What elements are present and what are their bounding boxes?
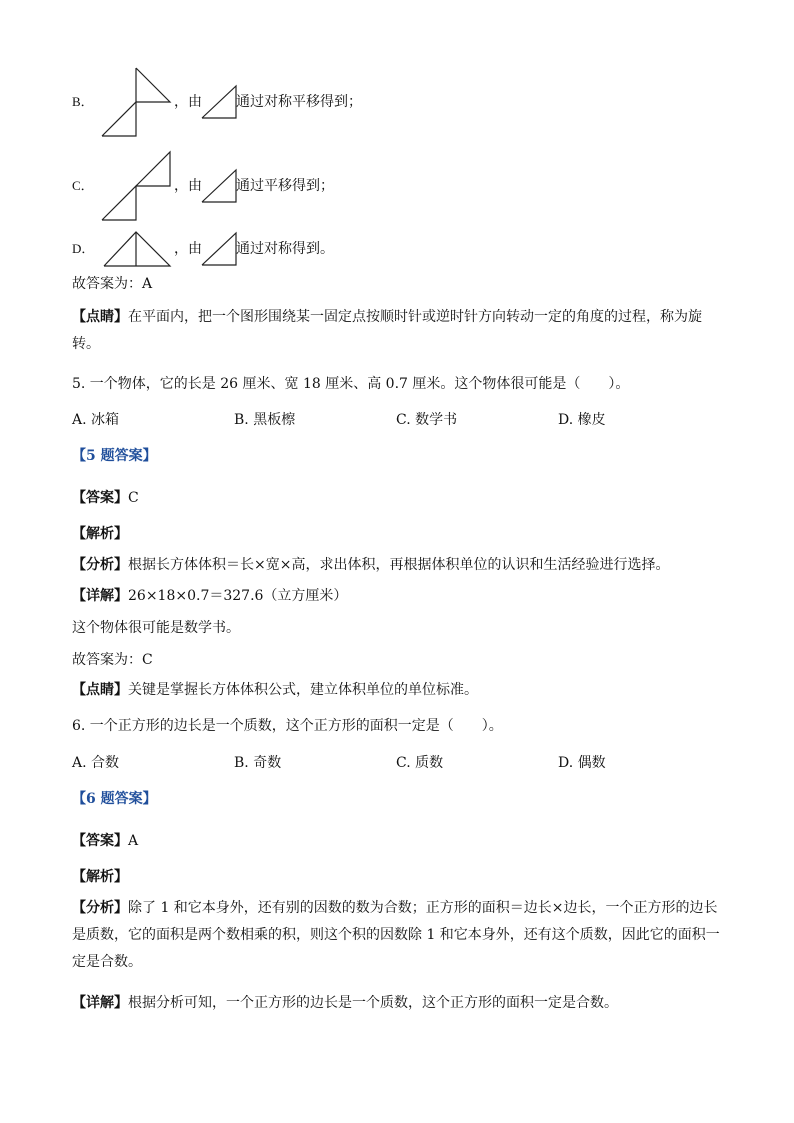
option-d-small-triangle [200, 231, 238, 267]
q4-dianjing-tag: 【点睛】 [72, 309, 128, 325]
q5-choice-d: D. 橡皮 [558, 412, 606, 428]
q6-xiangjie-tag: 【详解】 [72, 995, 128, 1011]
q5-xiangjie-text: 26×18×0.7＝327.6（立方厘米） [128, 588, 348, 604]
q5-xiangjie [72, 586, 347, 606]
option-b-small-triangle [200, 84, 238, 120]
q5-line2: 这个物体很可能是数学书。 [72, 620, 240, 636]
option-d-figure [102, 230, 174, 268]
q5-answer-heading: 【5 题答案】 [72, 448, 157, 464]
option-d-mid: ，由 [174, 241, 202, 257]
q5-dianjing-text: 关键是掌握长方体体积公式，建立体积单位的单位标准。 [128, 682, 478, 698]
q6-answer-heading: 【6 题答案】 [72, 791, 157, 807]
q6-fenxi-text: 除了 1 和它本身外，还有别的因数的数为合数；正方形的面积＝边长×边长，一个正方形的边长是质数，它的面积是两个数相乘的积，则这个积的因数除 1 和它本身外，还有这个质数，因此它的面积一定是合数。 [72, 900, 720, 970]
q5-fenxi [72, 555, 669, 575]
q6-fenxi [72, 895, 722, 976]
option-c-small-triangle [200, 168, 238, 204]
q5-answer [72, 488, 139, 508]
q5-choice-b: B. 黑板檫 [234, 412, 296, 428]
q6-answer [72, 831, 138, 851]
option-c-figure [100, 150, 176, 222]
option-d-text: 通过对称得到。 [236, 241, 334, 257]
q5-fenxi-tag: 【分析】 [72, 557, 128, 573]
q5-question: 5. 一个物体，它的长是 26 厘米、宽 18 厘米、高 0.7 厘米。这个物体很可能是（ ）。 [72, 376, 630, 392]
q5-dianjing [72, 680, 478, 700]
option-b-letter: B． [72, 94, 94, 109]
q4-answer-line: 故答案为：A [72, 276, 153, 292]
q4-dianjing-text: 在平面内，把一个图形围绕某一固定点按顺时针或逆时针方向转动一定的角度的过程，称为旋转。 [72, 309, 702, 352]
q5-dianjing-tag: 【点睛】 [72, 682, 128, 698]
option-b-text: 通过对称平移得到； [236, 94, 362, 110]
option-c-letter: C． [72, 178, 94, 193]
q5-answer-line: 故答案为：C [72, 652, 153, 668]
q5-answer-tag: 【答案】 [72, 490, 128, 506]
q6-choice-d: D. 偶数 [558, 755, 606, 771]
option-b-mid: ，由 [174, 94, 202, 110]
q6-answer-value: A [128, 833, 139, 849]
q6-question: 6. 一个正方形的边长是一个质数，这个正方形的面积一定是（ ）。 [72, 718, 503, 734]
q6-xiangjie-text: 根据分析可知，一个正方形的边长是一个质数，这个正方形的面积一定是合数。 [128, 995, 618, 1011]
q5-xiangjie-tag: 【详解】 [72, 588, 128, 604]
q5-answer-value: C [128, 490, 139, 506]
q6-choice-c: C. 质数 [396, 755, 444, 771]
q5-fenxi-text: 根据长方体体积＝长×宽×高，求出体积，再根据体积单位的认识和生活经验进行选择。 [128, 557, 670, 573]
option-c-text: 通过平移得到； [236, 178, 334, 194]
q5-choice-c: C. 数学书 [396, 412, 458, 428]
option-c-mid: ，由 [174, 178, 202, 194]
q4-dianjing [72, 304, 722, 358]
q6-choice-b: B. 奇数 [234, 755, 282, 771]
q5-jiexi: 【解析】 [72, 526, 128, 542]
q6-answer-tag: 【答案】 [72, 833, 128, 849]
q6-jiexi: 【解析】 [72, 869, 128, 885]
q6-xiangjie [72, 993, 618, 1013]
q6-choice-a: A. 合数 [72, 755, 120, 771]
q5-choice-a: A. 冰箱 [72, 412, 120, 428]
q6-fenxi-tag: 【分析】 [72, 900, 128, 916]
option-d-letter: D． [72, 241, 95, 256]
option-b-figure [100, 66, 176, 138]
